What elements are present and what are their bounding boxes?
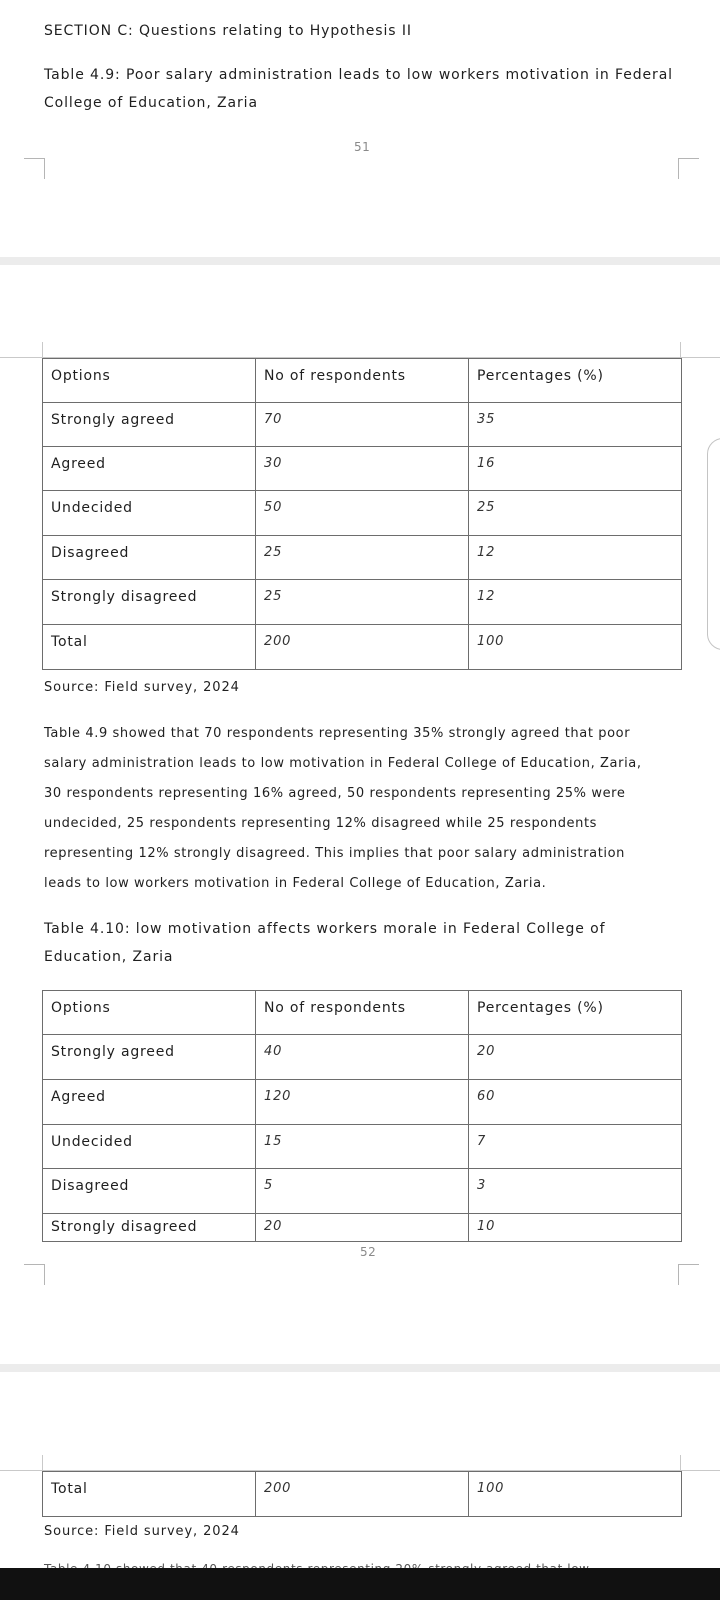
table-header-row [43,359,682,403]
table-row [43,1125,682,1169]
table-row [43,536,682,580]
table-row [43,1080,682,1125]
cell-percentage: 7 [469,1125,682,1169]
paragraph-line: representing 12% strongly disagreed. This implies that poor salary administration [44,846,626,861]
paragraph-line: salary administration leads to low motivation in Federal College of Education, Zaria, [44,756,642,771]
page-gap [0,257,720,265]
table-total-row [43,1472,682,1517]
section-heading: SECTION C: Questions relating to Hypothesis II [44,23,412,39]
page-number: 52 [360,1245,377,1259]
page-gap [0,1364,720,1372]
margin-guide [42,342,43,358]
cell-option: Disagreed [43,1169,256,1214]
margin-corner-mark [678,158,699,179]
cell-option: Undecided [43,491,256,536]
table-row [43,447,682,491]
table2-caption-line2: Education, Zaria [44,949,174,965]
header-respondents: No of respondents [256,991,469,1035]
table2-source: Source: Field survey, 2024 [44,1524,240,1539]
cell-respondents: 200 [256,625,469,670]
cell-option: Total [43,1472,256,1517]
cell-respondents: 25 [256,580,469,625]
cell-percentage: 60 [469,1080,682,1125]
cell-respondents: 25 [256,536,469,580]
header-percentages: Percentages (%) [469,991,682,1035]
margin-guide [680,342,681,358]
cell-option: Undecided [43,1125,256,1169]
table-row [43,1169,682,1214]
paragraph-line: undecided, 25 respondents representing 12% disagreed while 25 respondents [44,816,598,831]
table-4-10-continued [42,1471,682,1517]
cell-option: Total [43,625,256,670]
table-row [43,491,682,536]
paragraph-line: leads to low workers motivation in Federal College of Education, Zaria. [44,876,547,891]
cell-percentage: 25 [469,491,682,536]
cell-percentage: 100 [469,625,682,670]
table-row [43,403,682,447]
cell-percentage: 16 [469,447,682,491]
cell-respondents: 200 [256,1472,469,1517]
cell-percentage: 10 [469,1214,682,1242]
table1-caption-line1: Table 4.9: Poor salary administration leads to low workers motivation in Federal [44,67,673,83]
table-4-10 [42,990,682,1242]
table-4-9 [42,358,682,670]
cell-option: Strongly disagreed [43,580,256,625]
cell-respondents: 70 [256,403,469,447]
cell-percentage: 3 [469,1169,682,1214]
cell-option: Agreed [43,1080,256,1125]
header-percentages: Percentages (%) [469,359,682,403]
header-respondents: No of respondents [256,359,469,403]
cell-option: Disagreed [43,536,256,580]
cell-respondents: 120 [256,1080,469,1125]
cell-option: Strongly disagreed [43,1214,256,1242]
cell-respondents: 50 [256,491,469,536]
cell-option: Agreed [43,447,256,491]
table2-caption-line1: Table 4.10: low motivation affects workers morale in Federal College of [44,921,606,937]
cell-respondents: 20 [256,1214,469,1242]
cell-respondents: 15 [256,1125,469,1169]
cell-percentage: 35 [469,403,682,447]
cell-option: Strongly agreed [43,1035,256,1080]
margin-corner-mark [678,1264,699,1285]
cell-percentage: 20 [469,1035,682,1080]
table-total-row [43,625,682,670]
cell-respondents: 40 [256,1035,469,1080]
table1-source: Source: Field survey, 2024 [44,680,240,695]
cell-percentage: 100 [469,1472,682,1517]
paragraph-line: Table 4.9 showed that 70 respondents representing 35% strongly agreed that poor [44,726,631,741]
header-options: Options [43,991,256,1035]
table-header-row [43,991,682,1035]
scroll-handle[interactable] [707,438,720,650]
margin-corner-mark [24,158,45,179]
table1-caption-line2: College of Education, Zaria [44,95,258,111]
table-row [43,1035,682,1080]
cell-respondents: 5 [256,1169,469,1214]
cell-percentage: 12 [469,580,682,625]
cell-option: Strongly agreed [43,403,256,447]
bottom-navigation-bar [0,1568,720,1600]
paragraph-line: 30 respondents representing 16% agreed, 50 respondents representing 25% were [44,786,626,801]
cell-respondents: 30 [256,447,469,491]
margin-guide [42,1455,43,1471]
margin-corner-mark [24,1264,45,1285]
table-row [43,580,682,625]
margin-guide [680,1455,681,1471]
page-number: 51 [354,140,371,154]
cell-percentage: 12 [469,536,682,580]
table-row [43,1214,682,1242]
header-options: Options [43,359,256,403]
